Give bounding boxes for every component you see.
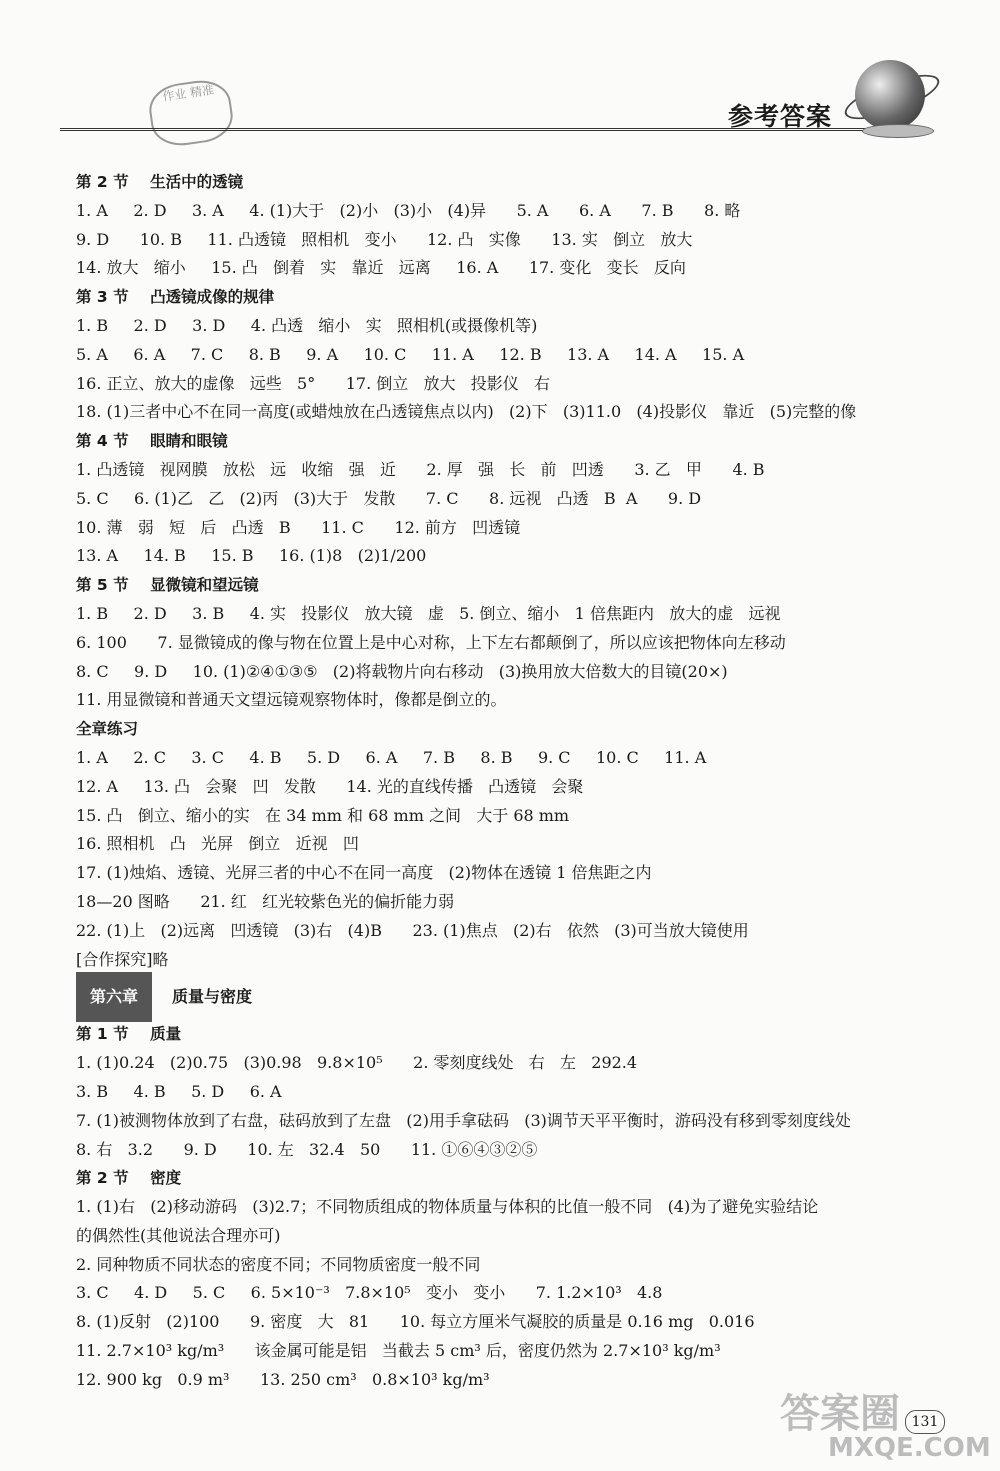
section-heading: 第 2 节 生活中的透镜 [76,173,244,191]
answer-line: 8. (1)反射 (2)100 9. 密度 大 81 10. 每立方厘米气凝胶的质量是 0.16 mg 0.016 [76,1312,755,1332]
answer-line: 14. 放大 缩小 15. 凸 倒着 实 靠近 远离 16. A 17. 变化 变长 反向 [76,258,686,278]
answer-line: 1. B 2. D 3. D 4. 凸透 缩小 实 照相机(或摄像机等) [76,315,538,335]
answer-line: 18. (1)三者中心不在同一高度(或蜡烛放在凸透镜焦点以内) (2)下 (3)11.0 (4)投影仪 靠近 (5)完整的像 [76,402,857,422]
watermark-url: MXQE.COM [828,1433,991,1463]
answer-line: 2. 同种物质不同状态的密度不同；不同物质密度一般不同 [76,1254,481,1274]
answer-line: 1. B 2. D 3. B 4. 实 投影仪 放大镜 虚 5. 倒立、缩小 1 倍焦距内 放大的虚 远视 [76,603,781,623]
section-heading: 第 5 节 显微镜和望远镜 [76,576,259,595]
section-heading: 第 2 节 密度 [76,1169,182,1188]
chapter-title: 质量与密度 [172,987,253,1007]
answer-line: 12. 900 kg 0.9 m³ 13. 250 cm³ 0.8×10³ kg/m³ [76,1369,490,1389]
answer-line: 的偶然性(其他说法合理亦可) [76,1225,281,1245]
answer-line: 3. B 4. B 5. D 6. A [76,1081,282,1101]
answer-line: 1. A 2. D 3. A 4. (1)大于 (2)小 (3)小 (4)异 5. A 6. A 7. B 8. 略 [76,200,741,220]
chapter-heading [76,974,936,1020]
answer-line: 11. 用显微镜和普通天文望远镜观察物体时，像都是倒立的。 [76,690,507,710]
answer-line: 15. 凸 倒立、缩小的实 在 34 mm 和 68 mm 之间 大于 68 mm [76,805,570,825]
answer-line: 9. D 10. B 11. 凸透镜 照相机 变小 12. 凸 实像 13. 实 倒立 放大 [76,229,693,249]
answer-line: 5. C 6. (1)乙 乙 (2)丙 (3)大于 发散 7. C 8. 远视 凸透 B A 9. D [76,488,702,508]
section-heading: 第 4 节 眼睛和眼镜 [76,432,228,451]
page-header [0,0,1000,175]
answer-content [76,168,936,1395]
answer-line: 7. (1)被测物体放到了右盘，砝码放到了左盘 (2)用手拿砝码 (3)调节天平平衡时，游码没有移到零刻度线处 [76,1110,851,1130]
answer-line: 11. 2.7×10³ kg/m³ 该金属可能是铝 当截去 5 cm³ 后，密度仍然为 2.7×10³ kg/m³ [76,1341,721,1361]
answer-line: 12. A 13. 凸 会聚 凹 发散 14. 光的直线传播 凸透镜 会聚 [76,776,584,796]
globe-base-icon [862,124,934,138]
answer-line: 1. A 2. C 3. C 4. B 5. D 6. A 7. B 8. B 9. C 10. C 11. A [76,747,707,767]
stamp-logo: 作业 精准 [146,77,236,150]
answer-line: 8. 右 3.2 9. D 10. 左 32.4 50 11. ①⑥④③②⑤ [76,1139,538,1159]
answer-line: 16. 照相机 凸 光屏 倒立 近视 凹 [76,834,359,854]
chapter-badge: 第六章 [76,972,152,1022]
answer-line: 8. C 9. D 10. (1)②④①③⑤ (2)将载物片向右移动 (3)换用放大倍数大的目镜(20×) [76,661,728,681]
answer-line: 1. (1)右 (2)移动游码 (3)2.7；不同物质组成的物体质量与体积的比值一般不同 (4)为了避免实验结论 [76,1197,819,1217]
watermark-logo: 答案圈 [780,1391,900,1437]
section-heading: 全章练习 [76,720,139,739]
globe-icon [855,60,925,130]
answer-line: 13. A 14. B 15. B 16. (1)8 (2)1/200 [76,546,427,566]
answer-line: 3. C 4. D 5. C 6. 5×10⁻³ 7.8×10⁵ 变小 变小 7. 1.2×10³ 4.8 [76,1283,663,1303]
answer-line: 18—20 图略 21. 红 红光较紫色光的偏折能力弱 [76,891,455,911]
answer-line: 1. 凸透镜 视网膜 放松 远 收缩 强 近 2. 厚 强 长 前 凹透 3. 乙 甲 4. B [76,459,765,479]
answer-line: 17. (1)烛焰、透镜、光屏三者的中心不在同一高度 (2)物体在透镜 1 倍焦距之内 [76,863,652,883]
answer-line: 10. 薄 弱 短 后 凸透 B 11. C 12. 前方 凹透镜 [76,517,521,537]
page-number: 131 [905,1410,945,1434]
section-heading: 第 3 节 凸透镜成像的规律 [76,288,275,307]
answer-line: 22. (1)上 (2)远离 凹透镜 (3)右 (4)B 23. (1)焦点 (2)右 依然 (3)可当放大镜使用 [76,920,749,940]
answer-line: 5. A 6. A 7. C 8. B 9. A 10. C 11. A 12. B 13. A 14. A 15. A [76,344,745,364]
answer-line: 6. 100 7. 显微镜成的像与物在位置上是中心对称，上下左右都颠倒了，所以应该把物体向左移动 [76,632,786,652]
answer-line: 1. (1)0.24 (2)0.75 (3)0.98 9.8×10⁵ 2. 零刻度线处 右 左 292.4 [76,1053,638,1073]
answer-line: [合作探究]略 [76,949,169,969]
answer-line: 16. 正立、放大的虚像 远些 5° 17. 倒立 放大 投影仪 右 [76,373,551,393]
section-heading: 第 1 节 质量 [76,1025,182,1044]
page-title: 参考答案 [728,102,833,131]
